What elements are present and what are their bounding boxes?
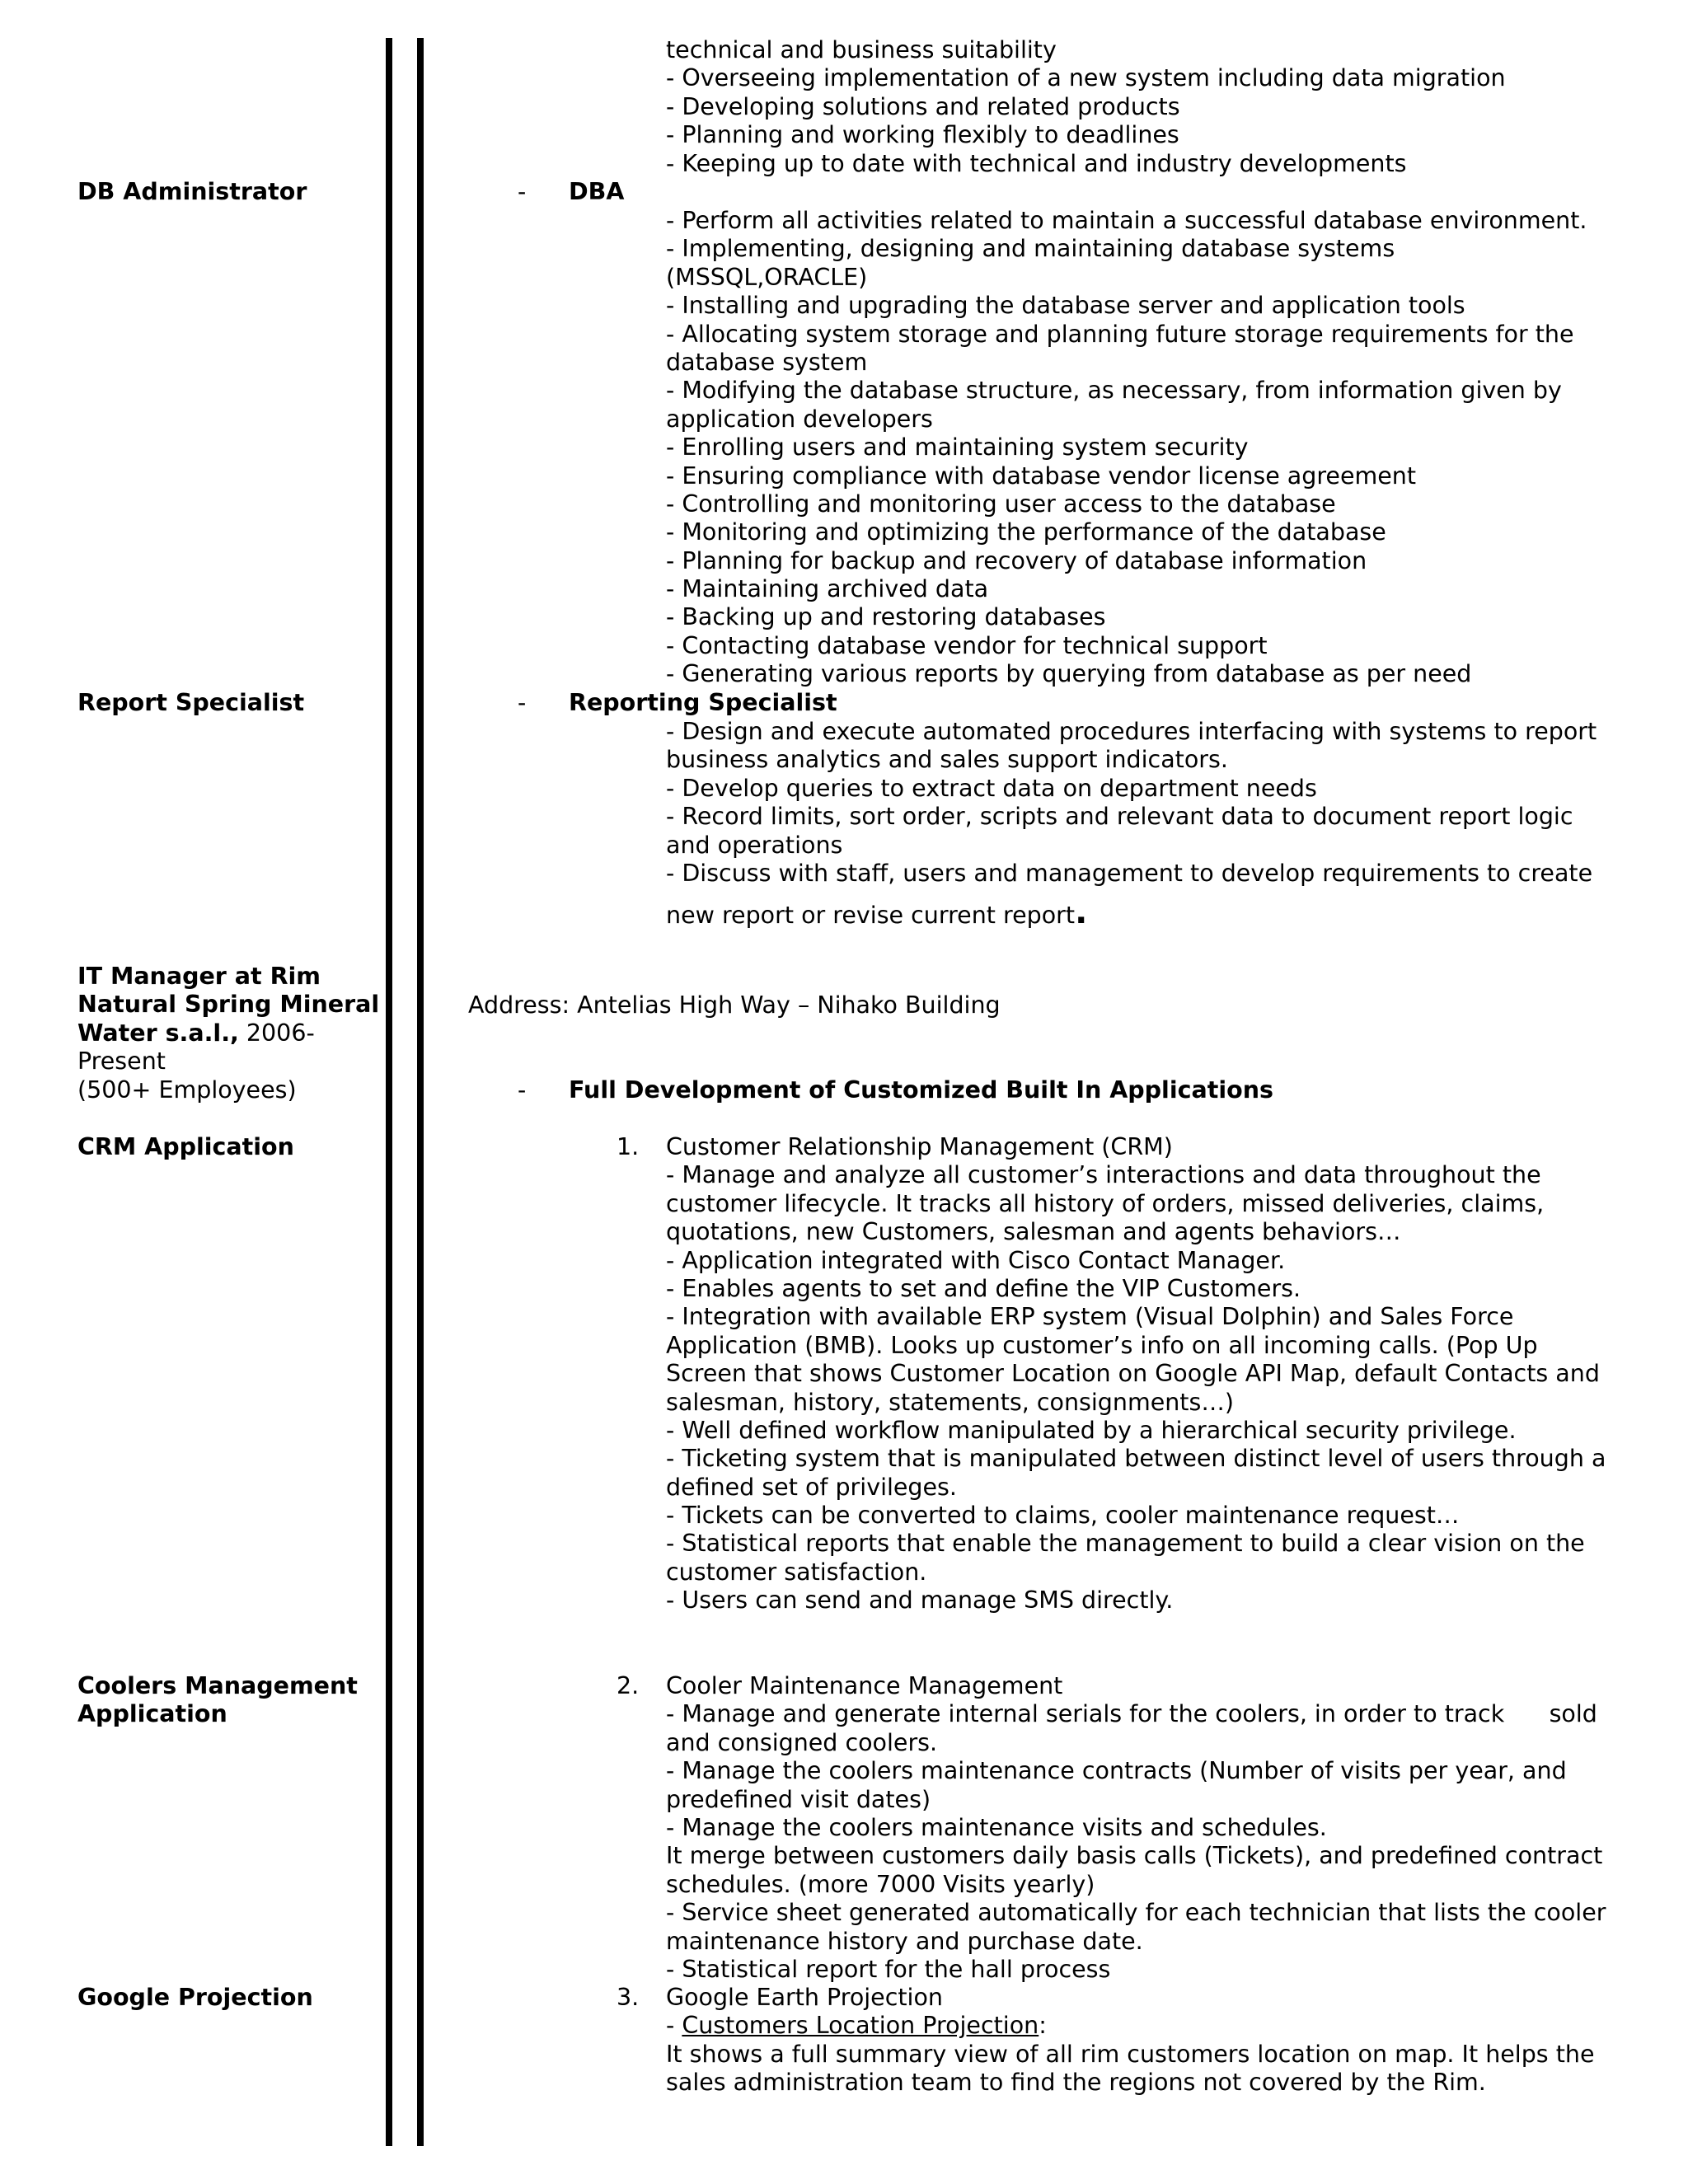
duty-line: quotations, new Customers, salesman and agents behaviors… (666, 1218, 1401, 1246)
duty-line: - Design and execute automated procedures interfacing with systems to report (666, 718, 1597, 745)
apps-dash: - (518, 1076, 527, 1104)
duty-line: - Record limits, sort order, scripts and relevant data to document report logic (666, 803, 1573, 831)
duty-line: database system (666, 348, 868, 376)
employment-end: Present (77, 1047, 166, 1076)
duty-line: It merge between customers daily basis calls (Tickets), and predefined contract (666, 1842, 1603, 1870)
vertical-rule-right (417, 38, 424, 2146)
duty-line: - Generating various reports by querying from database as per need (666, 660, 1472, 688)
duty-line: - Tickets can be converted to claims, cooler maintenance request… (666, 1502, 1460, 1530)
crm-title: Customer Relationship Management (CRM) (666, 1133, 1173, 1160)
crm-description (666, 1133, 1622, 1615)
duty-line: - Planning and working flexibly to deadlines (666, 121, 1179, 149)
duty-line: - Modifying the database structure, as necessary, from information given by (666, 377, 1562, 405)
report-last-line (666, 893, 1622, 931)
duty-line: Screen that shows Customer Location on Google API Map, default Contacts and (666, 1360, 1600, 1388)
duty-line: customer lifecycle. It tracks all history of orders, missed deliveries, claims, (666, 1189, 1545, 1217)
duty-line: - Application integrated with Cisco Contact Manager. (666, 1246, 1286, 1274)
duty-line: customer satisfaction. (666, 1558, 927, 1586)
report-title: Reporting Specialist (569, 689, 837, 716)
dba-duties (666, 207, 1622, 689)
period-mark: . (1075, 893, 1088, 931)
duty-line: predefined visit dates) (666, 1785, 931, 1813)
duty-line: - Maintaining archived data (666, 575, 989, 603)
duty-line: maintenance history and purchase date. (666, 1927, 1143, 1955)
duty-line: - Manage the coolers maintenance visits and schedules. (666, 1813, 1327, 1841)
duty-line: - Planning for backup and recovery of database information (666, 546, 1367, 574)
duty-line: - Implementing, designing and maintaining database systems (666, 235, 1395, 263)
report-duties (666, 718, 1622, 888)
duty-line: - Discuss with staff, users and management to develop requirements to create (666, 859, 1593, 887)
coolers-title: Cooler Maintenance Management (666, 1672, 1063, 1699)
duty-line: - Contacting database vendor for technical support (666, 631, 1268, 659)
employee-count: (500+ Employees) (77, 1076, 297, 1104)
duty-line: (MSSQL,ORACLE) (666, 263, 868, 291)
duty-line: Application (BMB). Looks up customer’s info on all incoming calls. (Pop Up (666, 1331, 1538, 1359)
duty-line: - Statistical reports that enable the management to build a clear vision on the (666, 1530, 1585, 1558)
duty-line: - Well defined workflow manipulated by a hierarchical security privilege. (666, 1416, 1517, 1444)
duty-line: - Controlling and monitoring user access to the database (666, 490, 1336, 518)
duty-line: - Enrolling users and maintaining system security (666, 434, 1249, 462)
it-manager-title: IT Manager at Rim (77, 963, 321, 990)
duty-line: - Customers Location Projection: (666, 2012, 1047, 2040)
report-dash: - (518, 689, 527, 716)
company-name-suffix: Water s.a.l., (77, 1019, 239, 1047)
duty-line: new report or revise current report (666, 902, 1076, 929)
coolers-description (666, 1672, 1622, 1984)
duty-line: - Integration with available ERP system (Visual Dolphin) and Sales Force (666, 1303, 1514, 1331)
duty-line: - Ensuring compliance with database vendor license agreement (666, 462, 1417, 490)
duty-line: salesman, history, statements, consignments…) (666, 1388, 1234, 1416)
report-label: Report Specialist (77, 689, 305, 716)
dba-label: DB Administrator (77, 178, 307, 205)
google-title: Google Earth Projection (666, 1984, 943, 2011)
duty-line: defined set of privileges. (666, 1473, 957, 1501)
duty-line: technical and business suitability (666, 36, 1057, 63)
apps-heading: Full Development of Customized Built In Applications (569, 1076, 1273, 1104)
dba-dash: - (518, 178, 527, 205)
duty-line: application developers (666, 405, 933, 433)
duty-line: - Manage and analyze all customer’s interactions and data throughout the (666, 1161, 1541, 1189)
google-number: 3. (617, 1984, 640, 2011)
duty-line: sales administration team to find the regions not covered by the Rim. (666, 2069, 1486, 2097)
google-description (666, 1984, 1622, 2097)
dba-title: DBA (569, 178, 625, 205)
crm-number: 1. (617, 1133, 640, 1160)
duty-line: - Users can send and manage SMS directly. (666, 1586, 1174, 1615)
company-address: Address: Antelias High Way – Nihako Building (468, 991, 1001, 1019)
duty-line: - Service sheet generated automatically for each technician that lists the cooler (666, 1899, 1606, 1927)
google-label: Google Projection (77, 1984, 313, 2011)
coolers-number: 2. (617, 1672, 640, 1699)
duty-line: - Manage and generate internal serials for the coolers, in order to track sold (666, 1700, 1597, 1728)
company-name: Natural Spring Mineral (77, 991, 380, 1019)
duty-line: business analytics and sales support indicators. (666, 746, 1228, 774)
duty-line: and consigned coolers. (666, 1728, 938, 1756)
duty-line: schedules. (more 7000 Visits yearly) (666, 1870, 1095, 1898)
duty-line: - Manage the coolers maintenance contracts (Number of visits per year, and (666, 1757, 1567, 1785)
duty-line: - Develop queries to extract data on department needs (666, 774, 1317, 802)
duty-line: - Developing solutions and related products (666, 92, 1180, 120)
duty-line: - Enables agents to set and define the VIP Customers. (666, 1274, 1301, 1302)
duty-line: - Monitoring and optimizing the performance of the database (666, 518, 1386, 546)
duty-line: - Perform all activities related to maintain a successful database environment. (666, 207, 1587, 234)
duty-line: - Backing up and restoring databases (666, 603, 1106, 631)
crm-label: CRM Application (77, 1133, 294, 1160)
duty-line: - Ticketing system that is manipulated between distinct level of users through a (666, 1445, 1606, 1473)
duty-line: - Keeping up to date with technical and industry developments (666, 149, 1407, 177)
employment-start: 2006- (238, 1019, 315, 1047)
duty-line: - Installing and upgrading the database server and application tools (666, 292, 1465, 320)
intro-duties (666, 36, 1622, 178)
duty-line: - Overseeing implementation of a new system including data migration (666, 64, 1506, 92)
duty-line: - Statistical report for the hall process (666, 1955, 1111, 1983)
duty-line: It shows a full summary view of all rim customers location on map. It helps the (666, 2040, 1595, 2068)
customers-location-projection: Customers Location Projection (682, 2012, 1039, 2040)
it-manager-label (77, 963, 391, 1104)
coolers-label: Coolers Management Application (77, 1672, 358, 1728)
duty-line: - Allocating system storage and planning future storage requirements for the (666, 320, 1574, 348)
duty-line: and operations (666, 831, 843, 859)
